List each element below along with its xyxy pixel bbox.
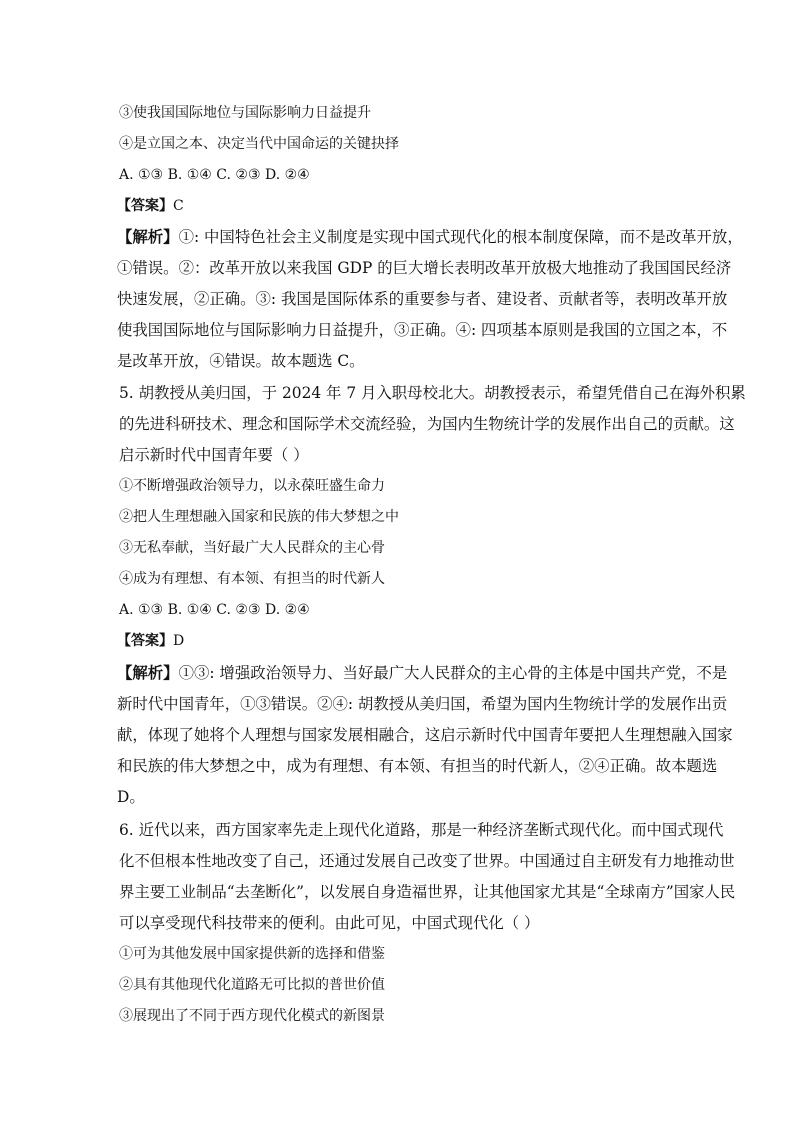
analysis-line: 快速发展，②正确。③: 我国是国际体系的重要参与者、建设者、贡献者等，表明改革开放 [117, 290, 728, 308]
analysis-line: ①③: 增强政治领导力、当好最广大人民群众的主心骨的主体是中国共产党，不是 [178, 664, 728, 682]
q4-option-3: ③使我国国际地位与国际影响力日益提升 [119, 105, 371, 121]
analysis-label: 【解析】 [117, 228, 179, 246]
stem-line: 可以享受现代科技带来的便利。由此可见，中国式现代化（ ） [119, 914, 540, 932]
q6-stem [119, 815, 736, 939]
q5-analysis [117, 658, 733, 813]
q5-option-3: ③无私奉献，当好最广大人民群众的主心骨 [119, 540, 385, 556]
stem-line: 的先进科研技术、理念和国际学术交流经验，为国内生物统计学的发展作出自己的贡献。这 [119, 415, 735, 433]
q5-answer [117, 631, 184, 651]
q4-choices: A. ①③ B. ①④ C. ②③ D. ②④ [119, 167, 310, 183]
q5-option-1: ①不断增强政治领导力，以永葆旺盛生命力 [119, 478, 385, 494]
q6-option-2: ②具有其他现代化道路无可比拟的普世价值 [119, 977, 385, 993]
stem-line: 5. 胡教授从美归国，于 2024 年 7 月入职母校北大。胡教授表示，希望凭借自己在海外积累 [119, 384, 746, 402]
stem-line: 化不但根本性地改变了自己，还通过发展自己改变了世界。中国通过自主研发有力地推动世 [119, 852, 735, 870]
q4-analysis [117, 222, 743, 377]
answer-label: 【答案】 [117, 633, 173, 649]
analysis-line: 是改革开放，④错误。故本题选 C。 [117, 352, 365, 370]
q5-stem [119, 378, 746, 471]
analysis-line: 新时代中国青年，①③错误。②④: 胡教授从美归国，希望为国内生物统计学的发展作出贡 [117, 695, 728, 713]
analysis-line: 献，体现了她将个人理想与国家发展相融合，这启示新时代中国青年要把人生理想融入国家 [117, 726, 733, 744]
analysis-label: 【解析】 [117, 664, 179, 682]
stem-line: 6. 近代以来，西方国家率先走上现代化道路，那是一种经济垄断式现代化。而中国式现代 [119, 821, 724, 839]
q6-option-3: ③展现出了不同于西方现代化模式的新图景 [119, 1008, 385, 1024]
analysis-line: 使我国国际地位与国际影响力日益提升，③正确。④: 四项基本原则是我国的立国之本，不 [117, 321, 728, 339]
analysis-line: D。 [117, 788, 145, 806]
q4-answer [117, 196, 184, 216]
answer-value: D [173, 633, 185, 649]
stem-line: 启示新时代中国青年要（ ） [119, 446, 309, 464]
analysis-line: ①错误。②：改革开放以来我国 GDP 的巨大增长表明改革开放极大地推动了我国国民经济 [117, 259, 732, 277]
answer-value: C [173, 198, 184, 214]
analysis-line: ①: 中国特色社会主义制度是实现中国式现代化的根本制度保障，而不是改革开放， [178, 228, 743, 246]
stem-line: 界主要工业制品“去垄断化”，以发展自身造福世界，让其他国家尤其是“全球南方”国家人民 [119, 883, 736, 901]
q6-option-1: ①可为其他发展中国家提供新的选择和借鉴 [119, 946, 385, 962]
analysis-line: 和民族的伟大梦想之中，成为有理想、有本领、有担当的时代新人，②④正确。故本题选 [117, 757, 718, 775]
q5-option-2: ②把人生理想融入国家和民族的伟大梦想之中 [119, 509, 399, 525]
answer-label: 【答案】 [117, 198, 173, 214]
q5-option-4: ④成为有理想、有本领、有担当的时代新人 [119, 571, 385, 587]
q5-choices: A. ①③ B. ①④ C. ②③ D. ②④ [119, 602, 310, 618]
q4-option-4: ④是立国之本、决定当代中国命运的关键抉择 [119, 136, 399, 152]
